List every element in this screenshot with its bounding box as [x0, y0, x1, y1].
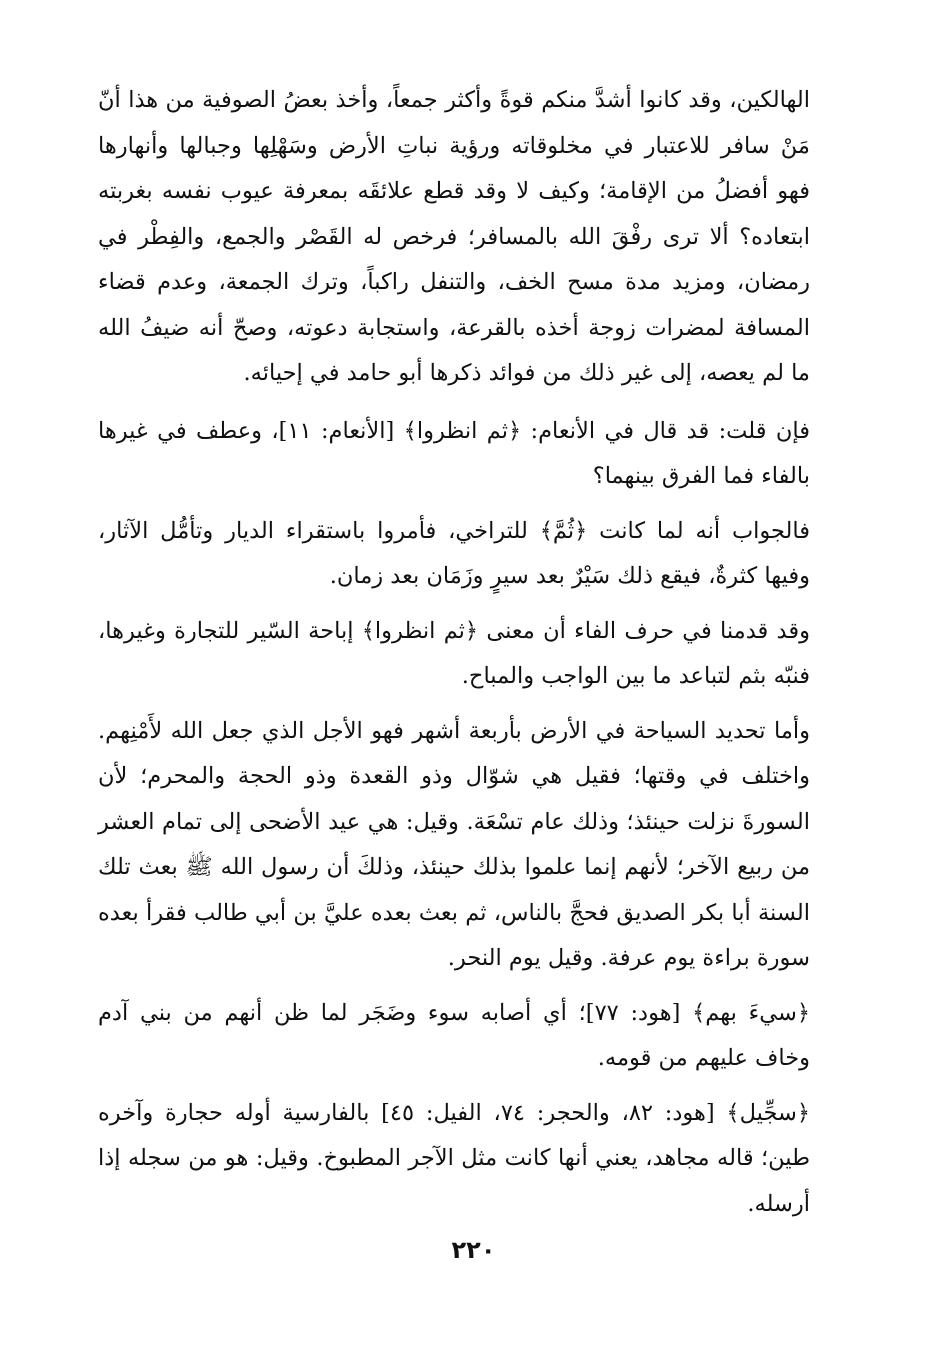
- paragraph-3: فالجواب أنه لما كانت ﴿ثُمَّ﴾ للتراخي، فأمروا باستقراء الديار وتأمُّل الآثار، وفيها كثرةٌ، فيقع ذلك سَيْرٌ بعد سيرٍ وزَمَان بعد زمان.: [98, 517, 810, 589]
- paragraph-2: فإن قلت: قد قال في الأنعام: ﴿ثم انظروا﴾ [الأنعام: ١١]، وعطف في غيرها بالفاء فما الفرق بينهما؟: [98, 417, 810, 489]
- page-number: ٢٢٠: [451, 1236, 496, 1264]
- paragraph-7: ﴿سجِّيل﴾ [هود: ٨٢، والحجر: ٧٤، الفيل: ٤٥] بالفارسية أوله حجارة وآخره طين؛ قاله مجاهد، يعني أنها كانت مثل الآجر المطبوخ. وقيل: هو من سجله إذا أرسله.: [98, 1099, 811, 1217]
- paragraph-4: وقد قدمنا في حرف الفاء أن معنى ﴿ثم انظروا﴾ إباحة السّير للتجارة وغيرها، فنبّه بثم لتباعد ما بين الواجب والمباح.: [98, 617, 810, 689]
- paragraph-1: الهالكين، وقد كانوا أشدَّ منكم قوةً وأكثر جمعاً، وأخذ بعضُ الصوفية من هذا أنّ مَنْ سافر للاعتبار في مخلوقاته ورؤية نباتِ الأرض وسَهْلِها وجبالها وأنهارها فهو أفضلُ من الإقامة؛ وكيف لا وقد قطع علائقَه بمعرفة عيوب نفسه بغربته ابتعاده؟ ألا ترى رفْقَ الله بالمسافر؛ فرخص له القَصْر والجمع، والفِطْر في رمضان، ومزيد مدة مسح الخف، والتنفل راكباً، وترك الجمعة، وعدم قضاء المسافة لمضرات زوجة أخذه بالقرعة، واستجابة دعوته، وصحّ أنه ضيفُ الله ما لم يعصه، إلى غير ذلك من فوائد ذكرها أبو حامد في إحيائه.: [98, 87, 810, 386]
- paragraph-6: ﴿سيءَ بهم﴾ [هود: ٧٧]؛ أي أصابه سوء وضَجَر لما ظن أنهم من بني آدم وخاف عليهم من قومه.: [98, 999, 810, 1071]
- paragraph-5: وأما تحديد السياحة في الأرض بأربعة أشهر فهو الأجل الذي جعل الله لأَمْنِهم. واختلف في وقتها؛ فقيل هي شوّال وذو القعدة وذو الحجة والمحرم؛ لأن السورةَ نزلت حينئذ؛ وذلك عام تسْعَة. وقيل: هي عيد الأضحى إلى تمام العشر من ربيع الآخر؛ لأنهم إنما علموا بذلك حينئذ، وذلكَ أن رسول الله ﷺ بعث تلك السنة أبا بكر الصديق فحجَّ بالناس، ثم بعث بعده عليَّ بن أبي طالب فقرأ بعده سورة براءة يوم عرفة. وقيل يوم النحر.: [98, 717, 810, 971]
- page-body: [98, 78, 810, 1236]
